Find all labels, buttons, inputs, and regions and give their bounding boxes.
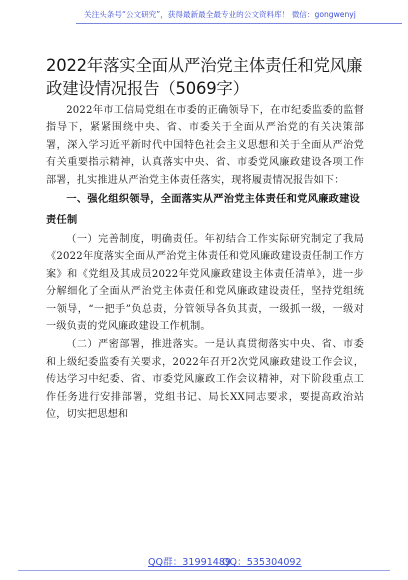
- paragraph-2: （二）严密部署，推进落实。一是认真贯彻落实中央、省、市委和上级纪委监委有关要求，2022年召开2次党风廉政建设工作会议，传达学习中纪委、省、市委党风廉政工作会议精神，对下阶段重点工作任务进行安排部署，党组书记、局长XX同志要求，要提高政治站位，切实把思想和: [46, 339, 364, 421]
- document-title: 2022年落实全面从严治党主体责任和党风廉政建设情况报告（5069字）: [46, 56, 363, 98]
- banner-divider: [76, 23, 402, 24]
- qq-group-link[interactable]: QQ群：31991489: [148, 557, 232, 568]
- footer: [0, 556, 408, 572]
- qq-contact-link[interactable]: QQ：535304092: [222, 557, 302, 568]
- top-banner: [0, 9, 408, 23]
- intro-paragraph: 2022年市工信局党组在市委的正确领导下，在市纪委监委的监督指导下，紧紧围绕中央、省、市委关于全面从严治党的有关决策部署，深入学习近平新时代中国特色社会主义思想和关于全面从严治党有关重要指示精神，认真落实中央、省、市委党风廉政建设各项工作部署，扎实推进从严治党主体责任落实，现将履责情况报告如下：: [46, 105, 364, 186]
- section-heading: 一、强化组织领导，全面落实从严治党主体责任和党风廉政建设责任制: [46, 194, 361, 227]
- document-body: [46, 102, 364, 424]
- paragraph-1: （一）完善制度，明确责任。年初结合工作实际研究制定了我局《2022年度落实全面从严治党主体责任和党风廉政建设责任制工作方案》和《党组及其成员2022年党风廉政建设主体责任清单》，进一步分解细化了全面从严治党主体责任和党风廉政建设责任，坚持党组统一领导，“一把手”负总责，分管领导各负其责，一级抓一级，一级对一级负责的党风廉政建设工作机制。: [46, 234, 364, 333]
- banner-text: 关注头条号“公文研究”，获得最新最全最专业的公文资料库！ 微信：gongwenyj: [84, 10, 356, 19]
- footer-divider: [18, 570, 390, 571]
